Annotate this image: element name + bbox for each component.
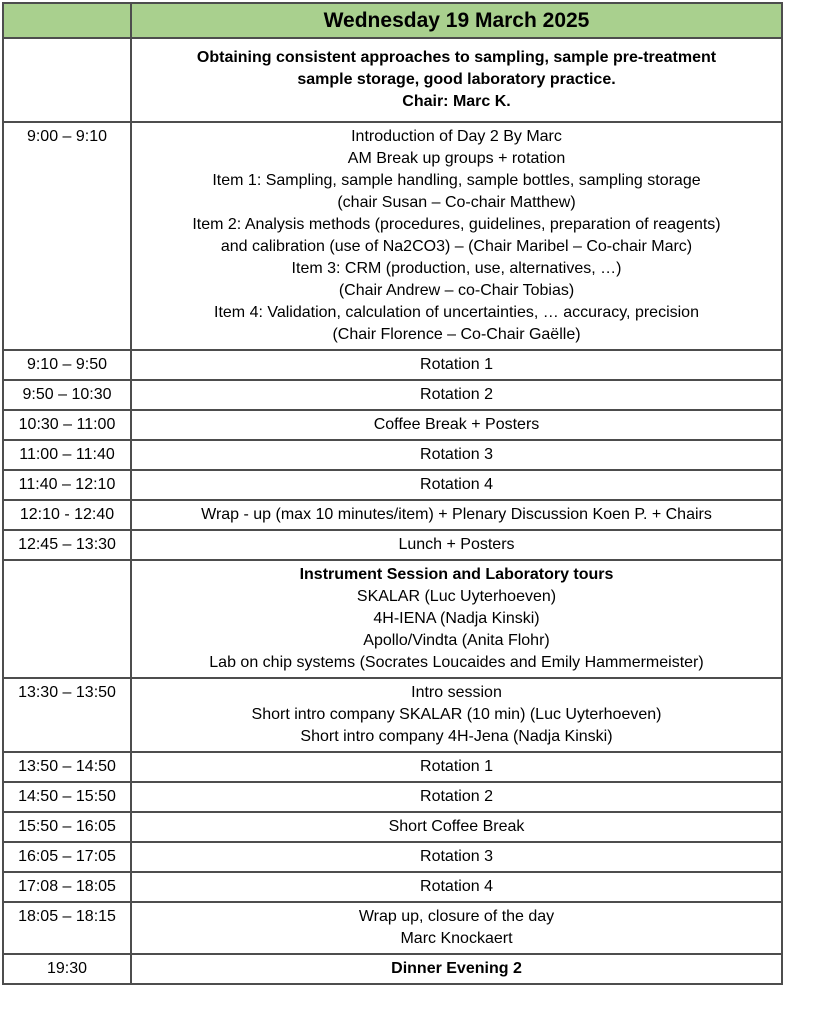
- content-cell: [131, 470, 782, 500]
- content-line: AM Break up groups + rotation: [347, 150, 566, 167]
- table-row: [3, 440, 782, 470]
- content-line: Wrap - up (max 10 minutes/item) + Plenary Discussion Koen P. + Chairs: [201, 506, 712, 523]
- content-cell: [131, 530, 782, 560]
- date-header-cell: Wednesday 19 March 2025: [131, 3, 782, 38]
- content-line: Short Coffee Break: [388, 818, 525, 835]
- content-line: Rotation 4: [420, 878, 493, 895]
- content-cell: [131, 380, 782, 410]
- header-corner-cell: [3, 3, 131, 38]
- table-row: [3, 872, 782, 902]
- content-line: Rotation 3: [420, 446, 493, 463]
- time-cell: 13:50 – 14:50: [3, 752, 131, 782]
- content-line: Rotation 1: [420, 356, 493, 373]
- content-line: Lab on chip systems (Socrates Loucaides and Emily Hammermeister): [209, 654, 704, 671]
- content-cell: [131, 954, 782, 984]
- table-row: [3, 954, 782, 984]
- table-row: [3, 902, 782, 954]
- content-cell: [131, 872, 782, 902]
- content-cell: [131, 842, 782, 872]
- content-cell: [131, 812, 782, 842]
- table-row: [3, 530, 782, 560]
- content-cell: [131, 350, 782, 380]
- content-line: Dinner Evening 2: [391, 960, 522, 977]
- content-line: (Chair Andrew – co-Chair Tobias): [338, 282, 575, 299]
- table-row: [3, 812, 782, 842]
- content-cell: [131, 560, 782, 678]
- content-line: (Chair Florence – Co-Chair Gaëlle): [332, 326, 581, 343]
- content-cell: [131, 500, 782, 530]
- time-cell: 9:00 – 9:10: [3, 122, 131, 350]
- content-line: Item 3: CRM (production, use, alternatives, …): [291, 260, 622, 277]
- content-cell: [131, 902, 782, 954]
- content-line: Apollo/Vindta (Anita Flohr): [363, 632, 550, 649]
- content-line: Rotation 3: [420, 848, 493, 865]
- content-cell: [131, 440, 782, 470]
- time-cell: 10:30 – 11:00: [3, 410, 131, 440]
- time-cell: 11:40 – 12:10: [3, 470, 131, 500]
- table-row: [3, 470, 782, 500]
- time-cell: 14:50 – 15:50: [3, 782, 131, 812]
- content-line: (chair Susan – Co-chair Matthew): [337, 194, 576, 211]
- content-line: Short intro company 4H-Jena (Nadja Kinski): [300, 728, 613, 745]
- content-line: Rotation 1: [420, 758, 493, 775]
- content-line: Chair: Marc K.: [402, 93, 511, 110]
- content-line: Item 4: Validation, calculation of uncertainties, … accuracy, precision: [214, 304, 699, 321]
- content-line: Item 2: Analysis methods (procedures, guidelines, preparation of reagents): [192, 216, 721, 233]
- time-cell: 11:00 – 11:40: [3, 440, 131, 470]
- content-line: sample storage, good laboratory practice.: [297, 71, 616, 88]
- time-cell: [3, 560, 131, 678]
- content-line: and calibration (use of Na2CO3) – (Chair Maribel – Co-chair Marc): [220, 238, 693, 255]
- content-cell: [131, 38, 782, 122]
- content-line: Intro session: [411, 684, 502, 701]
- content-line: Rotation 2: [420, 788, 493, 805]
- table-row: [3, 752, 782, 782]
- content-line: Short intro company SKALAR (10 min) (Luc Uyterhoeven): [251, 706, 662, 723]
- schedule-table: [2, 2, 783, 985]
- content-cell: [131, 678, 782, 752]
- time-cell: 9:50 – 10:30: [3, 380, 131, 410]
- time-cell: 19:30: [3, 954, 131, 984]
- date-header-row: [3, 3, 782, 38]
- table-row: [3, 560, 782, 678]
- time-cell: 17:08 – 18:05: [3, 872, 131, 902]
- table-row: [3, 38, 782, 122]
- content-cell: [131, 122, 782, 350]
- content-cell: [131, 752, 782, 782]
- content-line: Item 1: Sampling, sample handling, sample bottles, sampling storage: [212, 172, 701, 189]
- content-line: Introduction of Day 2 By Marc: [351, 128, 562, 145]
- content-line: Wrap up, closure of the day: [358, 908, 555, 925]
- time-cell: 15:50 – 16:05: [3, 812, 131, 842]
- table-row: [3, 122, 782, 350]
- time-cell: 12:10 - 12:40: [3, 500, 131, 530]
- content-line: Coffee Break + Posters: [373, 416, 540, 433]
- table-row: [3, 380, 782, 410]
- schedule-table-body: [3, 38, 782, 984]
- table-row: [3, 678, 782, 752]
- time-cell: 9:10 – 9:50: [3, 350, 131, 380]
- table-row: [3, 782, 782, 812]
- content-line: SKALAR (Luc Uyterhoeven): [356, 588, 557, 605]
- content-line: Rotation 2: [420, 386, 493, 403]
- content-cell: [131, 782, 782, 812]
- time-cell: [3, 38, 131, 122]
- time-cell: 13:30 – 13:50: [3, 678, 131, 752]
- content-line: Rotation 4: [420, 476, 493, 493]
- time-cell: 12:45 – 13:30: [3, 530, 131, 560]
- time-cell: 16:05 – 17:05: [3, 842, 131, 872]
- table-row: [3, 410, 782, 440]
- content-line: Instrument Session and Laboratory tours: [299, 566, 614, 583]
- content-line: Marc Knockaert: [400, 930, 513, 947]
- table-row: [3, 842, 782, 872]
- content-cell: [131, 410, 782, 440]
- table-row: [3, 500, 782, 530]
- content-line: Lunch + Posters: [398, 536, 515, 553]
- content-line: Obtaining consistent approaches to sampling, sample pre-treatment: [196, 49, 717, 66]
- time-cell: 18:05 – 18:15: [3, 902, 131, 954]
- content-line: 4H-IENA (Nadja Kinski): [373, 610, 540, 627]
- table-row: [3, 350, 782, 380]
